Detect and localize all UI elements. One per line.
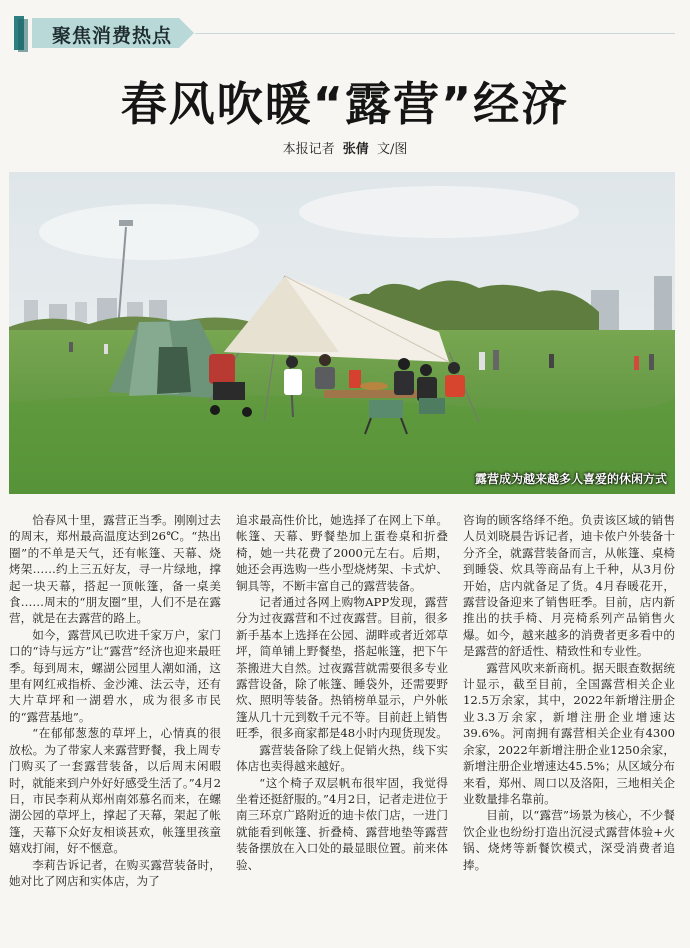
article-column-3 [463, 512, 675, 942]
camping-photo [9, 172, 675, 494]
byline-prefix: 本报记者 [282, 142, 335, 157]
paragraph: 目前，以“露营”场景为核心，不少餐饮企业也纷纷打造出沉浸式露营体验+火锅、烧烤等新餐饮模式，深受消费者追捧。 [463, 808, 675, 872]
section-rule [195, 33, 675, 34]
article-body [9, 512, 675, 948]
section-banner [14, 14, 194, 52]
paragraph: “在郁郁葱葱的草坪上，心情真的很放松。为了带家人来露营野餐，我上周专门购买了一套露营装备，以后周末闲暇时，就能来到户外好好感受生活了。”4月2日，市民李莉从郑州南郊慕名而来，在螺湖公园的草坪上，撑起了天幕，架起了帐篷，天幕下众好友相谈甚欢，帐篷里孩童嬉戏打闹，好不惬意。 [9, 726, 221, 856]
paragraph: 露营装备除了线上促销火热，线下实体店也卖得越来越好。 [236, 742, 448, 774]
paragraph: 追求最高性价比，她选择了在网上下单。帐篷、天幕、野餐垫加上蛋卷桌和折叠椅，她一共花费了2000元左右。后期，她还会再选购一些小型烧烤架、卡式炉、铜具等，不断丰富自己的露营装备。 [236, 513, 448, 593]
paragraph: 恰春风十里，露营正当季。刚刚过去的周末，郑州最高温度达到26℃。“热出圈”的不单是天气，还有帐篷、天幕、烧烤架……约上三五好友，寻一片绿地，撑起一块天幕，搭起一顶帐篷，备一桌美食……周末的“朋友圈”里，人们不是在露营，就是在去露营的路上。 [9, 513, 221, 626]
article-column-2 [236, 512, 448, 942]
byline [0, 138, 690, 157]
photo-illustration [9, 172, 675, 494]
byline-suffix: 文/图 [376, 142, 408, 157]
section-label: 聚焦消费热点 [52, 25, 173, 47]
paragraph: 记者通过各网上购物APP发现，露营分为过夜露营和不过夜露营。目前，很多新手基本上选择在公园、湖畔或者近郊草坪，简单铺上野餐垫，搭起帐篷，把下午茶搬进大自然。过夜露营就需要很多专业露营设备，除了帐篷、睡袋外，还需要野炊、照明等装备。热销榜单显示，户外帐篷从几十元到数千元不等。目前赶上销售旺季，很多商家都是48小时内现货现发。 [236, 595, 448, 741]
paragraph: 露营风吹来新商机。据天眼查数据统计显示，截至目前，全国露营相关企业12.5万余家，其中，2022年新增注册企业3.3万余家，新增注册企业增速达39.6%。河南拥有露营相关企业有4300余家，2022年新增注册企业1250余家，新增注册企业增速达45.5%；从区域分布来看，郑州、周口以及洛阳，三地相关企业数量排名靠前。 [463, 660, 675, 806]
byline-author: 张倩 [342, 142, 369, 157]
article-column-1 [9, 512, 221, 942]
paragraph: 如今，露营风已吹进千家万户，家门口的“诗与远方”让“露营”经济也迎来最旺季。每到周末，螺湖公园里人潮如涌，这里有网红戒指桥、金沙滩、法云寺，还有大片草坪和一湖碧水，成为很多市民的“露营基地”。 [9, 627, 221, 724]
paragraph: “这个椅子双层帆布很牢固，我觉得坐着还挺舒服的。”4月2日，记者走进位于南三环京广路附近的迪卡侬门店，一进门就能看到帐篷、折叠椅、露营地垫等露营装备摆放在入口处的最显眼位置。前来体验、 [236, 775, 448, 872]
paragraph: 咨询的顾客络绎不绝。负责该区域的销售人员刘晓晨告诉记者，迪卡侬户外装备十分齐全，就露营装备而言，从帐篷、桌椅到睡袋、炊具等商品有上千种，从3月份开始，店内就备足了货。4月春暖花开，露营设备迎来了销售旺季。目前，店内新推出的扶手椅、月亮椅系列产品销售火爆。如今，越来越多的消费者更多看中的是露营的舒适性、精致性和专业性。 [463, 513, 675, 659]
paragraph: 李莉告诉记者，在购买露营装备时，她对比了网店和实体店，为了 [9, 857, 221, 888]
headline: 春风吹暖“露营”经济 [120, 77, 570, 131]
photo-caption: 露营成为越来越多人喜爱的休闲方式 [474, 472, 667, 486]
